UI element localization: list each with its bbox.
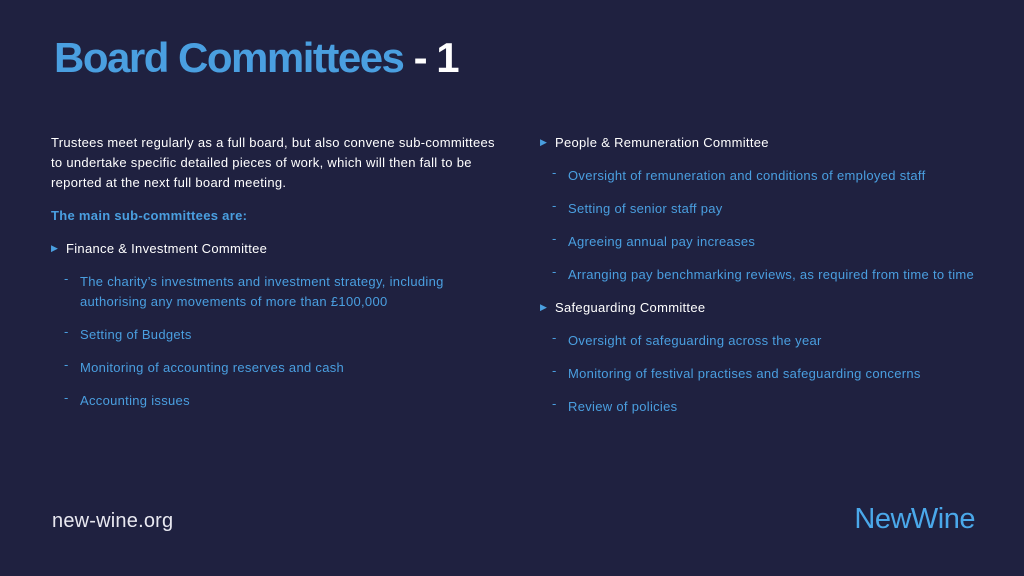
right-column xyxy=(540,133,980,417)
committee-title xyxy=(540,298,980,318)
list-item-text: The charity’s investments and investment strategy, including authorising any movements of more than £100,000 xyxy=(80,274,444,309)
dash-icon: - xyxy=(64,357,69,372)
triangle-right-icon: ▶ xyxy=(51,243,59,253)
list-item-text: Oversight of remuneration and conditions of employed staff xyxy=(568,168,926,183)
newwine-logo: NewWine xyxy=(854,503,975,535)
dash-icon: - xyxy=(552,330,557,345)
list-item-text: Review of policies xyxy=(568,399,678,414)
list-item-text: Agreeing annual pay increases xyxy=(568,234,756,249)
list-item xyxy=(540,397,980,417)
dash-icon: - xyxy=(552,198,557,213)
list-item xyxy=(540,199,980,219)
list-item xyxy=(540,331,980,351)
list-item xyxy=(540,166,980,186)
committee-name: Safeguarding Committee xyxy=(555,300,706,315)
committee-name: People & Remuneration Committee xyxy=(555,135,769,150)
dash-icon: - xyxy=(64,390,69,405)
sub-committees-heading: The main sub-committees are: xyxy=(51,208,248,223)
list-item xyxy=(540,232,980,252)
list-item-text: Monitoring of festival practises and safeguarding concerns xyxy=(568,366,921,381)
dash-icon: - xyxy=(552,165,557,180)
slide-title xyxy=(54,34,458,82)
intro-paragraph: Trustees meet regularly as a full board, but also convene sub-committees to undertake specific detailed pieces of work, which will then fall to be reported at the next full board meeting. xyxy=(51,135,495,190)
committee-title xyxy=(540,133,980,153)
triangle-right-icon: ▶ xyxy=(540,137,548,147)
list-item-text: Arranging pay benchmarking reviews, as required from time to time xyxy=(568,267,975,282)
dash-icon: - xyxy=(64,324,69,339)
list-item xyxy=(51,358,496,378)
list-item xyxy=(51,272,496,312)
dash-icon: - xyxy=(552,231,557,246)
list-item-text: Setting of senior staff pay xyxy=(568,201,723,216)
dash-icon: - xyxy=(64,271,69,286)
committee-title xyxy=(51,239,496,259)
list-item-text: Oversight of safeguarding across the year xyxy=(568,333,822,348)
list-item-text: Accounting issues xyxy=(80,393,190,408)
list-item xyxy=(51,325,496,345)
footer-url[interactable]: new-wine.org xyxy=(52,510,174,532)
list-item xyxy=(540,364,980,384)
left-column xyxy=(51,133,496,411)
triangle-right-icon: ▶ xyxy=(540,302,548,312)
list-item xyxy=(540,265,980,285)
title-suffix: - 1 xyxy=(413,34,459,81)
committee-finance xyxy=(51,239,496,411)
dash-icon: - xyxy=(552,264,557,279)
dash-icon: - xyxy=(552,396,557,411)
dash-icon: - xyxy=(552,363,557,378)
title-main: Board Committees xyxy=(54,34,404,81)
list-item-text: Setting of Budgets xyxy=(80,327,192,342)
committee-name: Finance & Investment Committee xyxy=(66,241,268,256)
list-item xyxy=(51,391,496,411)
committee-people xyxy=(540,133,980,285)
committee-safeguarding xyxy=(540,298,980,417)
list-item-text: Monitoring of accounting reserves and cash xyxy=(80,360,345,375)
